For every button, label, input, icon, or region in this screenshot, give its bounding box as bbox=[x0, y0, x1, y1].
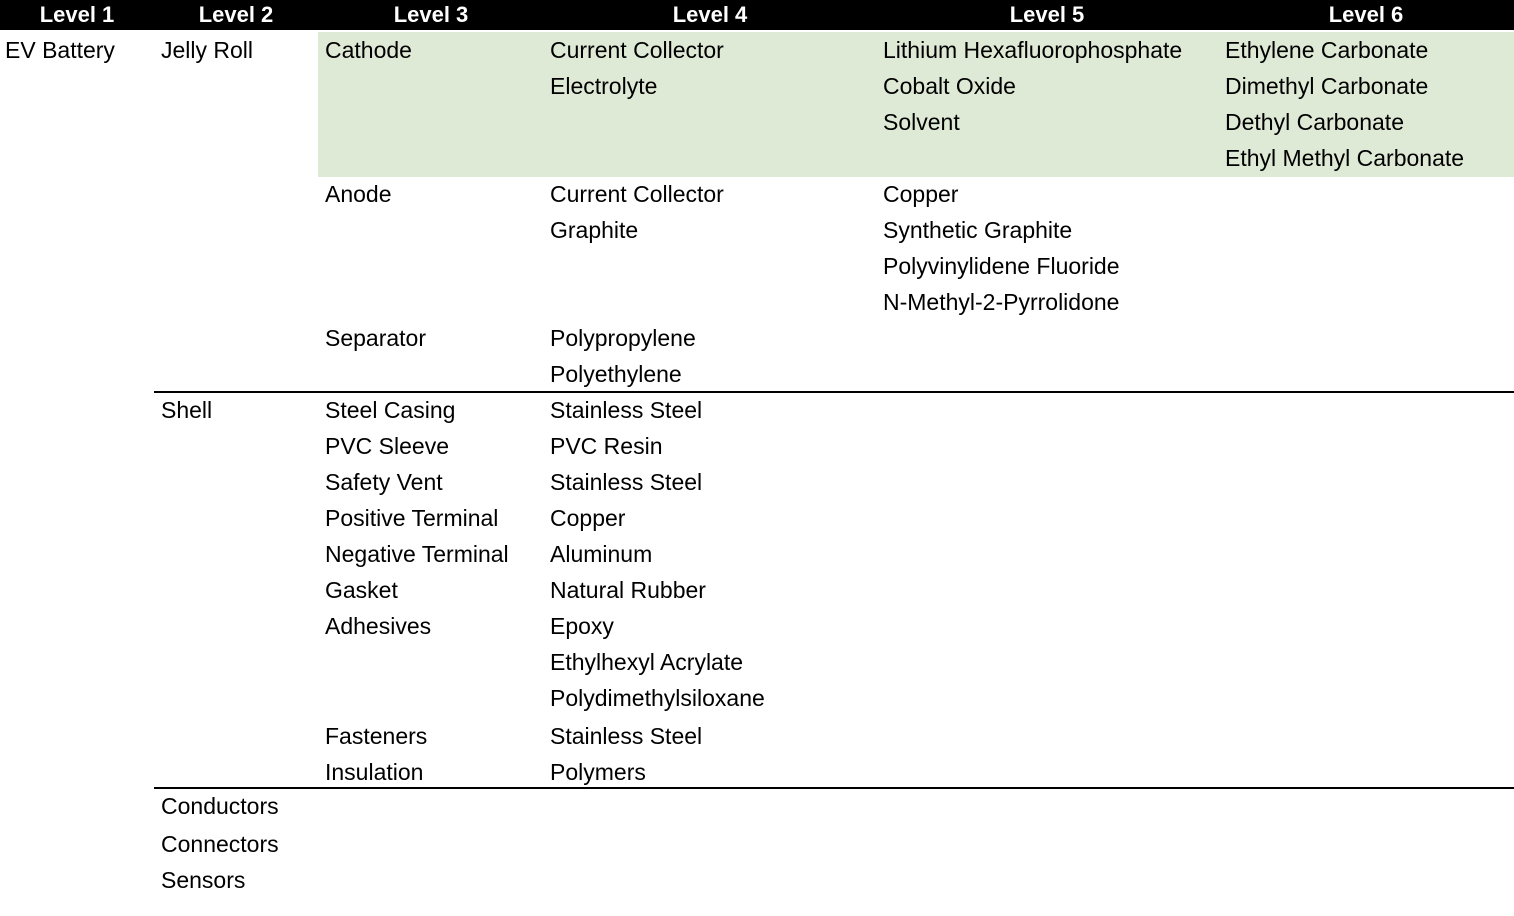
cell-cathode-l5: Lithium Hexafluorophosphate bbox=[883, 37, 1183, 63]
cell-anode-l5: N-Methyl-2-Pyrrolidone bbox=[883, 289, 1120, 315]
cell-cathode-l6: Ethyl Methyl Carbonate bbox=[1225, 145, 1465, 171]
cell-shell-l4: Stainless Steel bbox=[550, 397, 703, 423]
cell-shell: Shell bbox=[161, 397, 213, 423]
cell-conductors: Conductors bbox=[161, 793, 279, 819]
header-level-2: Level 2 bbox=[198, 2, 274, 27]
cell-ev-battery: EV Battery bbox=[5, 37, 115, 63]
cell-cathode: Cathode bbox=[325, 37, 412, 63]
cell-connectors: Connectors bbox=[161, 831, 279, 857]
cell-shell-l3: Gasket bbox=[325, 577, 398, 603]
cell-separator: Separator bbox=[325, 325, 427, 351]
cell-shell-l3: Positive Terminal bbox=[325, 505, 499, 531]
cell-separator-l4: Polyethylene bbox=[550, 361, 682, 387]
cell-shell-l3: Negative Terminal bbox=[325, 541, 509, 567]
cell-shell-l4: Copper bbox=[550, 505, 626, 531]
header-level-6: Level 6 bbox=[1328, 2, 1404, 27]
cell-anode: Anode bbox=[325, 181, 392, 207]
cell-anode-l5: Copper bbox=[883, 181, 959, 207]
header-level-1: Level 1 bbox=[39, 2, 115, 27]
cell-shell-l4: Ethylhexyl Acrylate bbox=[550, 649, 744, 675]
cell-shell-l3: Steel Casing bbox=[325, 397, 456, 423]
cell-anode-l4: Current Collector bbox=[550, 181, 724, 207]
cell-shell-l4: Stainless Steel bbox=[550, 723, 703, 749]
cell-anode-l5: Polyvinylidene Fluoride bbox=[883, 253, 1120, 279]
cell-cathode-l6: Dimethyl Carbonate bbox=[1225, 73, 1429, 99]
cell-shell-l4: Stainless Steel bbox=[550, 469, 703, 495]
cell-cathode-l5: Solvent bbox=[883, 109, 960, 135]
header-level-3: Level 3 bbox=[393, 2, 469, 27]
cell-shell-l4: Polydimethylsiloxane bbox=[550, 685, 765, 711]
cell-cathode-l6: Ethylene Carbonate bbox=[1225, 37, 1429, 63]
cell-shell-l4: Natural Rubber bbox=[550, 577, 706, 603]
cell-shell-l4: PVC Resin bbox=[550, 433, 663, 459]
cell-shell-l4: Aluminum bbox=[550, 541, 653, 567]
cell-cathode-l4: Electrolyte bbox=[550, 73, 658, 99]
cell-jelly-roll: Jelly Roll bbox=[161, 37, 254, 63]
cell-shell-l4: Polymers bbox=[550, 759, 646, 785]
cell-cathode-l6: Dethyl Carbonate bbox=[1225, 109, 1404, 135]
cell-separator-l4: Polypropylene bbox=[550, 325, 696, 351]
cell-shell-l3: Fasteners bbox=[325, 723, 428, 749]
cell-shell-l3: Safety Vent bbox=[325, 469, 443, 495]
cell-anode-l5: Synthetic Graphite bbox=[883, 217, 1073, 243]
cell-cathode-l4: Current Collector bbox=[550, 37, 724, 63]
header-level-5: Level 5 bbox=[1009, 2, 1085, 27]
cell-anode-l4: Graphite bbox=[550, 217, 639, 243]
cell-shell-l3: PVC Sleeve bbox=[325, 433, 450, 459]
cell-sensors: Sensors bbox=[161, 867, 246, 893]
cell-cathode-l5: Cobalt Oxide bbox=[883, 73, 1016, 99]
cell-shell-l4: Epoxy bbox=[550, 613, 614, 639]
cell-shell-l3: Adhesives bbox=[325, 613, 432, 639]
cell-shell-l3: Insulation bbox=[325, 759, 424, 785]
header-row bbox=[0, 0, 1514, 30]
header-level-4: Level 4 bbox=[672, 2, 748, 27]
